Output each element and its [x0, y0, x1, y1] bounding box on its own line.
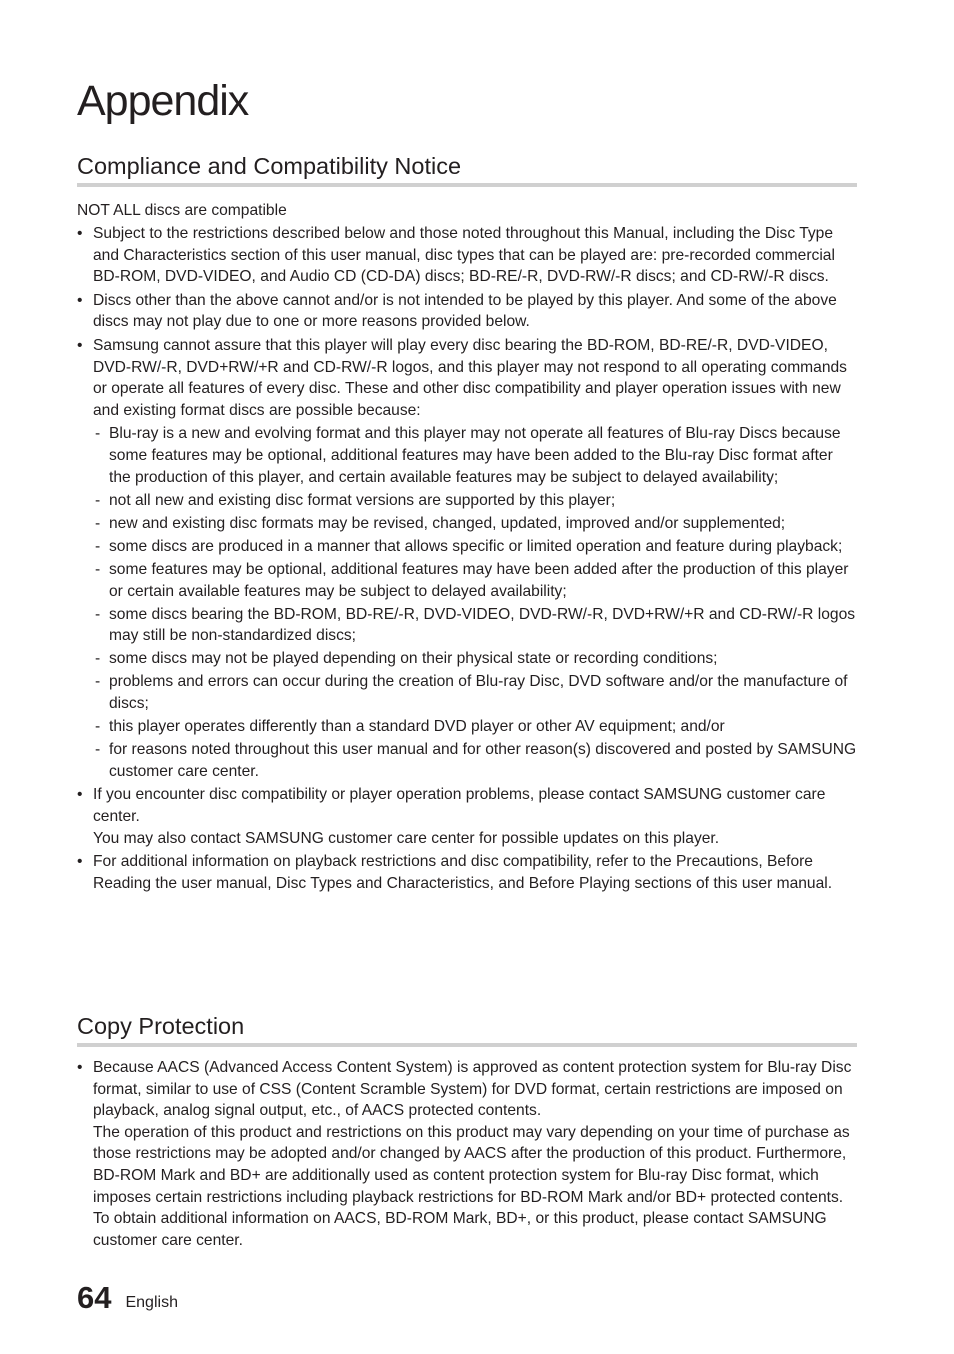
reasons-list	[93, 423, 857, 782]
compliance-bullet-list	[77, 223, 857, 894]
list-item: - some discs may not be played depending on their physical state or recording conditions;	[93, 648, 857, 670]
list-item	[77, 784, 857, 849]
bullet-text: The operation of this product and restrictions on this product may vary depending on your time of purchase as those restrictions may be adopted and/or changed by AACS after the production of this product. Furthermore, BD-ROM Mark and BD+ are additionally used as content protection system for Blu-ray Disc format, which imposes certain restrictions including playback restrictions for BD-ROM Mark and/or BD+ protected contents. To obtain additional information on AACS, BD-ROM Mark, BD+, or this product, please contact SAMSUNG customer care center.	[93, 1123, 850, 1249]
compliance-heading: Compliance and Compatibility Notice	[77, 152, 857, 187]
copy-protection-heading: Copy Protection	[77, 1012, 857, 1047]
copy-protection-section	[77, 1012, 857, 1251]
compliance-section	[77, 152, 857, 894]
list-item: • Subject to the restrictions described below and those noted throughout this Manual, including the Disc Type and Characteristics section of this user manual, disc types that can be played are: pre-recorded commercial BD-ROM, DVD-VIDEO, and Audio CD (CD-DA) discs; BD-RE/-R, DVD-RW/-R discs; and CD-RW/-R discs.	[77, 223, 857, 288]
list-item	[77, 1057, 857, 1251]
bullet-text: • If you encounter disc compatibility or player operation problems, please contact SAMSUNG customer care center.	[93, 786, 826, 825]
list-item: - Blu-ray is a new and evolving format and this player may not operate all features of Blu-ray Discs because some features may be optional, additional features may have been added to the Blu-ray Disc format after the production of this player, and certain available features may be subject to delayed availability;	[93, 423, 857, 488]
list-item: - some discs bearing the BD-ROM, BD-RE/-R, DVD-VIDEO, DVD-RW/-R, DVD+RW/+R and CD-RW/-R logos may still be non-standardized discs;	[93, 604, 857, 647]
list-item: - new and existing disc formats may be revised, changed, updated, improved and/or supplemented;	[93, 513, 857, 535]
bullet-text: • Because AACS (Advanced Access Content System) is approved as content protection system for Blu-ray Disc format, similar to use of CSS (Content Scramble System) for DVD format, certain restrictions are imposed on playback, analog signal output, etc., of AACS protected contents.	[93, 1059, 852, 1120]
list-item	[77, 335, 857, 782]
list-item: - this player operates differently than a standard DVD player or other AV equipment; and/or	[93, 716, 857, 738]
list-item: - some discs are produced in a manner that allows specific or limited operation and feature during playback;	[93, 536, 857, 558]
list-item: - some features may be optional, additional features may have been added after the production of this player or certain available features may be subject to delayed availability;	[93, 559, 857, 602]
page-footer	[77, 1280, 178, 1316]
list-item: - not all new and existing disc format versions are supported by this player;	[93, 490, 857, 512]
compliance-intro: NOT ALL discs are compatible	[77, 202, 287, 219]
list-item: • For additional information on playback restrictions and disc compatibility, refer to the Precautions, Before Reading the user manual, Disc Types and Characteristics, and Before Playing sections of this user manual.	[77, 851, 857, 894]
page-title: Appendix	[77, 77, 249, 125]
language-label: English	[125, 1294, 178, 1311]
copy-protection-bullet-list	[77, 1057, 857, 1251]
bullet-text: • Samsung cannot assure that this player will play every disc bearing the BD-ROM, BD-RE/-R, DVD-VIDEO, DVD-RW/-R, DVD+RW/+R and CD-RW/-R logos, and this player may not respond to all operating commands or operate all features of every disc. These and other disc compatibility and player operation issues with new and existing format discs are possible because:	[93, 336, 847, 419]
list-item: • Discs other than the above cannot and/or is not intended to be played by this player. And some of the above discs may not play due to one or more reasons provided below.	[77, 290, 857, 333]
list-item: - problems and errors can occur during the creation of Blu-ray Disc, DVD software and/or the manufacture of discs;	[93, 671, 857, 714]
page-number: 64	[77, 1280, 112, 1315]
list-item: - for reasons noted throughout this user manual and for other reason(s) discovered and posted by SAMSUNG customer care center.	[93, 739, 857, 782]
bullet-text: You may also contact SAMSUNG customer care center for possible updates on this player.	[93, 829, 720, 847]
